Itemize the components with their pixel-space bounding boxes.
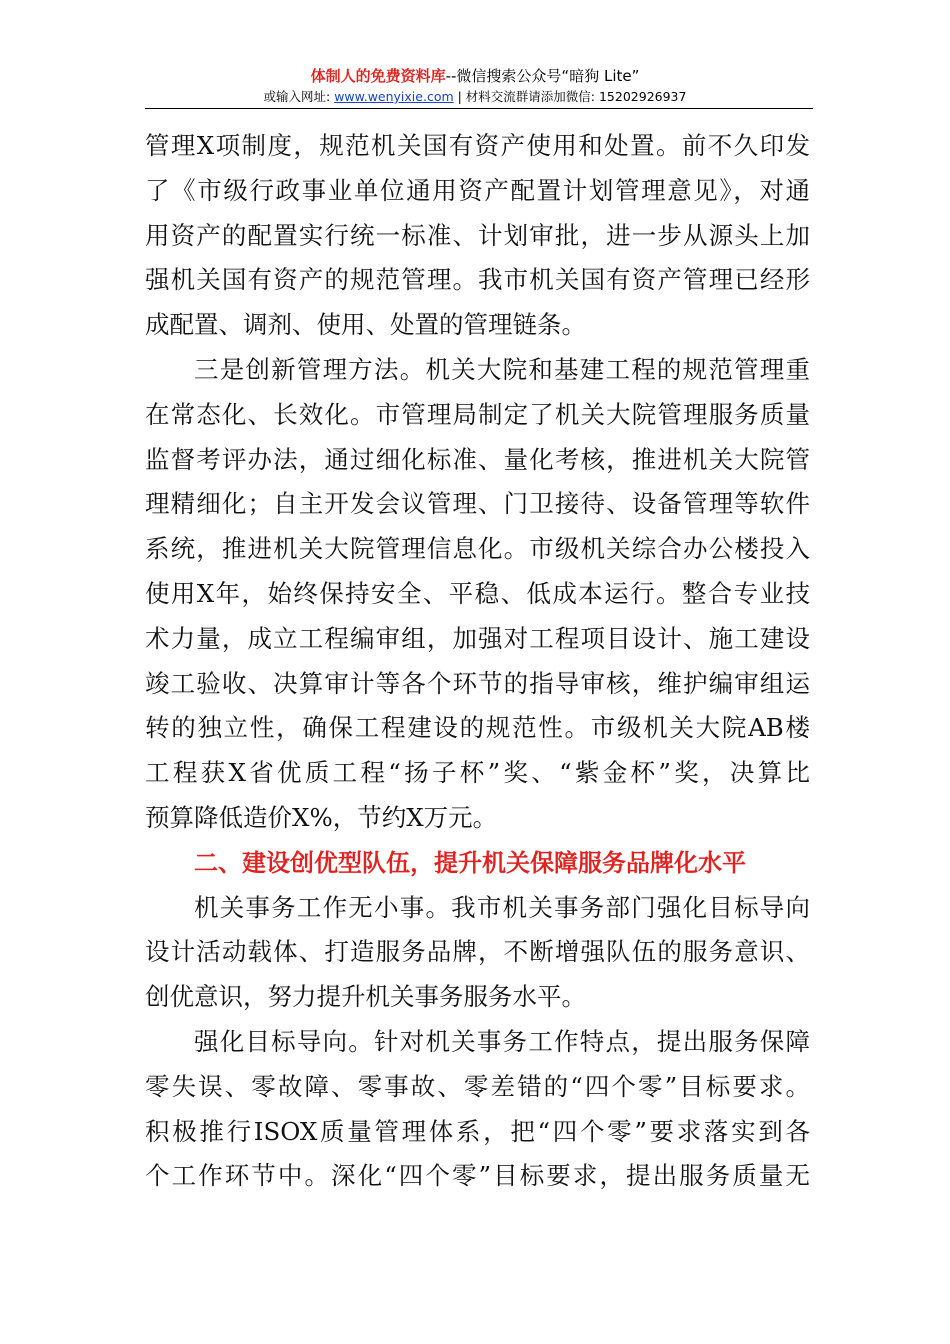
body-line: 创优意识，努力提升机关事务服务水平。 [145, 982, 586, 1012]
body-line: 转的独立性，确保工程建设的规范性。市级机关大院AB楼 [145, 713, 810, 743]
body-line: 设计活动载体、打造服务品牌，不断增强队伍的服务意识、 [145, 937, 810, 967]
body-line: 术力量，成立工程编审组，加强对工程项目设计、施工建设 [145, 623, 810, 653]
body-line: 了《市级行政事业单位通用资产配置计划管理意见》，对通 [145, 175, 810, 205]
body-line: 竣工验收、决算审计等各个环节的指导审核，维护编审组运 [145, 668, 810, 698]
header-brand: 体制人的免费资料库 [310, 67, 446, 85]
header-brand-suffix: --微信搜索公众号“暗狗 Lite” [445, 67, 640, 85]
body-line: 成配置、调剂、使用、处置的管理链条。 [145, 310, 586, 340]
body-line: 用资产的配置实行统一标准、计划审批，进一步从源头上加 [145, 220, 810, 250]
body-line: 零失误、零故障、零事故、零差错的“四个零”目标要求。 [145, 1071, 810, 1101]
document-body [145, 124, 810, 1199]
body-line: 系统，推进机关大院管理信息化。市级机关综合办公楼投入 [145, 534, 810, 564]
body-line: 积极推行ISOX质量管理体系，把“四个零”要求落实到各 [145, 1116, 810, 1146]
header-url-prefix: 或输入网址: [263, 89, 335, 104]
body-line: 理精细化；自主开发会议管理、门卫接待、设备管理等软件 [145, 489, 810, 519]
body-line: 在常态化、长效化。市管理局制定了机关大院管理服务质量 [145, 399, 810, 429]
header-line-2 [0, 88, 950, 106]
header-line-1 [0, 66, 950, 86]
body-line: 机关事务工作无小事。我市机关事务部门强化目标导向 [194, 892, 810, 922]
body-line: 个工作环节中。深化“四个零”目标要求，提出服务质量无 [145, 1161, 810, 1191]
body-line: 使用X年，始终保持安全、平稳、低成本运行。整合专业技 [145, 578, 810, 608]
header-url-link[interactable]: www.wenyixie.com [334, 89, 454, 104]
header-contact: | 材料交流群请添加微信: 15202926937 [453, 89, 687, 104]
body-line: 管理X项制度，规范机关国有资产使用和处置。前不久印发 [145, 131, 810, 160]
body-line: 三是创新管理方法。机关大院和基建工程的规范管理重 [194, 354, 810, 384]
page-header [0, 66, 950, 106]
header-divider [145, 108, 813, 109]
section-heading: 二、建设创优型队伍，提升机关保障服务品牌化水平 [194, 848, 746, 877]
body-line: 强化目标导向。针对机关事务工作特点，提出服务保障 [194, 1026, 810, 1056]
body-line: 强机关国有资产的规范管理。我市机关国有资产管理已经形 [145, 265, 810, 295]
body-line: 预算降低造价X%，节约X万元。 [145, 802, 498, 832]
body-line: 工程获X省优质工程“扬子杯”奖、“紫金杯”奖，决算比 [145, 758, 810, 788]
body-line: 监督考评办法，通过细化标准、量化考核，推进机关大院管 [145, 444, 810, 474]
